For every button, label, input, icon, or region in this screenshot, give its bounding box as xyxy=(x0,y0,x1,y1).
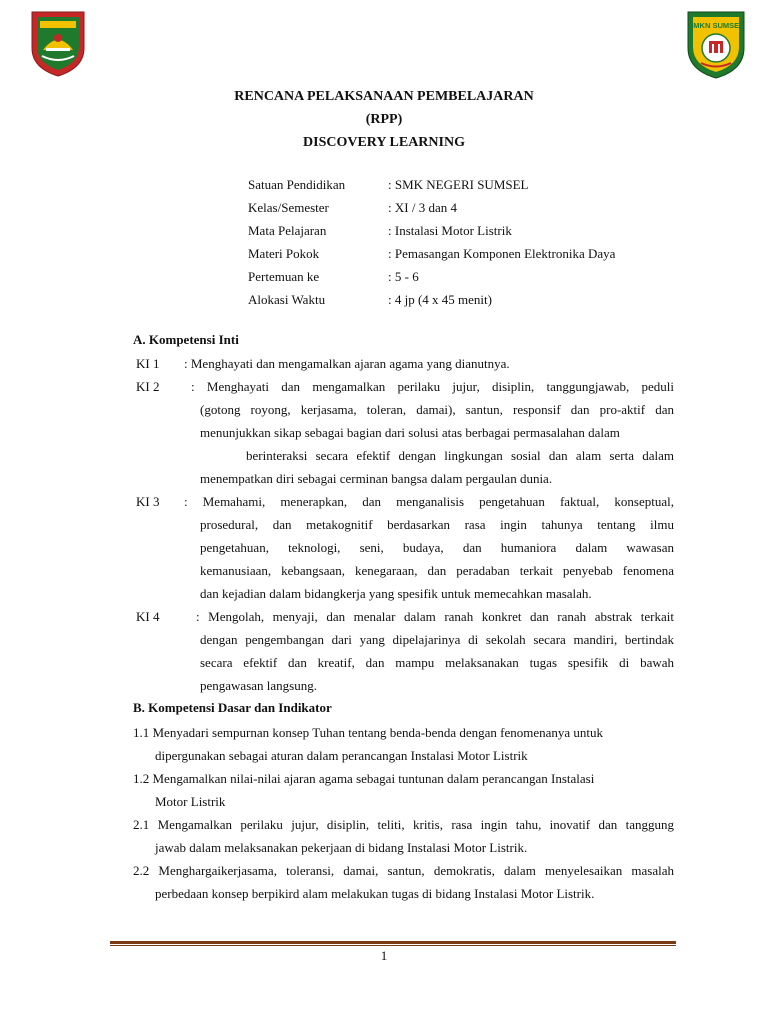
ki-text-line: menempatkan diri sebagai cerminan bangsa dalam pergaulan dunia. xyxy=(200,471,553,486)
identity-row xyxy=(248,292,615,315)
identity-label: Kelas/Semester xyxy=(248,200,329,215)
kd-list xyxy=(133,721,674,905)
page-number: 1 xyxy=(380,948,388,963)
ki-code: KI 4 xyxy=(136,609,160,624)
ki-text: : Memahami, menerapkan, dan menganalisis pengetahuan faktual, konseptual, xyxy=(184,494,674,509)
identity-value: : 5 - 6 xyxy=(388,269,419,284)
sumsel-province-emblem-icon xyxy=(28,8,88,78)
ki-text-line: kemanusiaan, kebangsaan, kenegaraan, dan peradaban terkait penyebab fenomena xyxy=(200,563,674,578)
kd-item-line: 2.2 Menghargaikerjasama, toleransi, damai, santun, demokratis, dalam menyelesaikan masalah xyxy=(133,863,674,878)
ki-text-line: pengetahuan, teknologi, seni, budaya, dan humaniora dalam wawasan xyxy=(200,540,674,555)
identity-label: Satuan Pendidikan xyxy=(248,177,346,192)
ki-text-line: menunjukkan sikap sebagai bagian dari solusi atas berbagai permasalahan dalam xyxy=(200,425,620,440)
ki-1 xyxy=(136,352,674,375)
identity-label: Mata Pelajaran xyxy=(248,223,327,238)
identity-value: : Pemasangan Komponen Elektronika Daya xyxy=(388,246,616,261)
kd-item-line: jawab dalam melaksanakan pekerjaan di bidang Instalasi Motor Listrik. xyxy=(155,840,528,855)
logo-right-text: SMKN SUMSEL xyxy=(688,21,744,30)
ki-code: KI 3 xyxy=(136,494,160,509)
ki-text: : Mengolah, menyaji, dan menalar dalam ranah konkret dan ranah abstrak terkait xyxy=(196,609,674,624)
identity-value: : Instalasi Motor Listrik xyxy=(388,223,512,238)
ki-text-line: secara efektif dan kreatif, dan mampu melaksanakan tugas spesifik di bawah xyxy=(200,655,674,670)
identity-label: Pertemuan ke xyxy=(248,269,320,284)
section-b-heading: B. Kompetensi Dasar dan Indikator xyxy=(133,700,332,715)
identity-value: : XI / 3 dan 4 xyxy=(388,200,457,215)
ki-text-line: pengawasan langsung. xyxy=(200,678,317,693)
kd-item-line: Motor Listrik xyxy=(155,794,226,809)
identity-value: : 4 jp (4 x 45 menit) xyxy=(388,292,492,307)
identity-label: Materi Pokok xyxy=(248,246,320,261)
document-model-title: DISCOVERY LEARNING xyxy=(303,135,465,150)
kd-item-line: 1.1 Menyadari sempurnan konsep Tuhan tentang benda-benda dengan fenomenanya untuk xyxy=(133,725,604,740)
footer-rule xyxy=(110,941,676,944)
ki-text-line: dengan pengembangan dari yang dipelajarinya di sekolah secara mandiri, bertindak xyxy=(200,632,674,647)
ki-text-line: berinteraksi secara efektif dengan lingkungan sosial dan alam serta dalam xyxy=(246,448,674,463)
ki-text: : Menghayati dan mengamalkan ajaran agama yang dianutnya. xyxy=(184,356,510,371)
identity-row xyxy=(248,223,615,246)
identity-row xyxy=(248,177,615,200)
ki-4 xyxy=(136,605,674,628)
ki-text-line: dan kejadian dalam bidangkerja yang spesifik untuk memecahkan masalah. xyxy=(200,586,592,601)
ki-3 xyxy=(136,490,674,513)
ki-list xyxy=(136,352,674,697)
ki-text-line: (gotong royong, kerjasama, toleran, damai), santun, responsif dan pro-aktif dan xyxy=(200,402,674,417)
ki-code: KI 1 xyxy=(136,356,160,371)
identity-label: Alokasi Waktu xyxy=(248,292,326,307)
identity-table xyxy=(248,177,615,315)
kd-item-line: 2.1 Mengamalkan perilaku jujur, disiplin, teliti, kritis, rasa ingin tahu, inovatif dan tanggung xyxy=(133,817,674,832)
kd-item-line: 1.2 Mengamalkan nilai-nilai ajaran agama sebagai tuntunan dalam perancangan Instalasi xyxy=(133,771,595,786)
document-title: RENCANA PELAKSANAAN PEMBELAJARAN xyxy=(234,89,534,104)
smkn-sumsel-emblem-icon xyxy=(685,8,747,80)
ki-code: KI 2 xyxy=(136,379,160,394)
ki-text: : Menghayati dan mengamalkan perilaku jujur, disiplin, tanggungjawab, peduli xyxy=(191,379,674,394)
identity-row xyxy=(248,269,615,292)
identity-value: : SMK NEGERI SUMSEL xyxy=(388,177,529,192)
footer-rule-thin xyxy=(110,945,676,946)
ki-text-line: prosedural, dan metakognitif berdasarkan rasa ingin tahunya tentang ilmu xyxy=(200,517,674,532)
kd-item-line: dipergunakan sebagai aturan dalam perancangan Instalasi Motor Listrik xyxy=(155,748,528,763)
document-subtitle: (RPP) xyxy=(365,112,403,127)
identity-row xyxy=(248,246,615,269)
identity-row xyxy=(248,200,615,223)
kd-item-line: perbedaan konsep berpikird alam melakukan tugas di bidang Instalasi Motor Listrik. xyxy=(155,886,595,901)
section-a-heading: A. Kompetensi Inti xyxy=(133,332,239,347)
ki-2 xyxy=(136,375,674,398)
